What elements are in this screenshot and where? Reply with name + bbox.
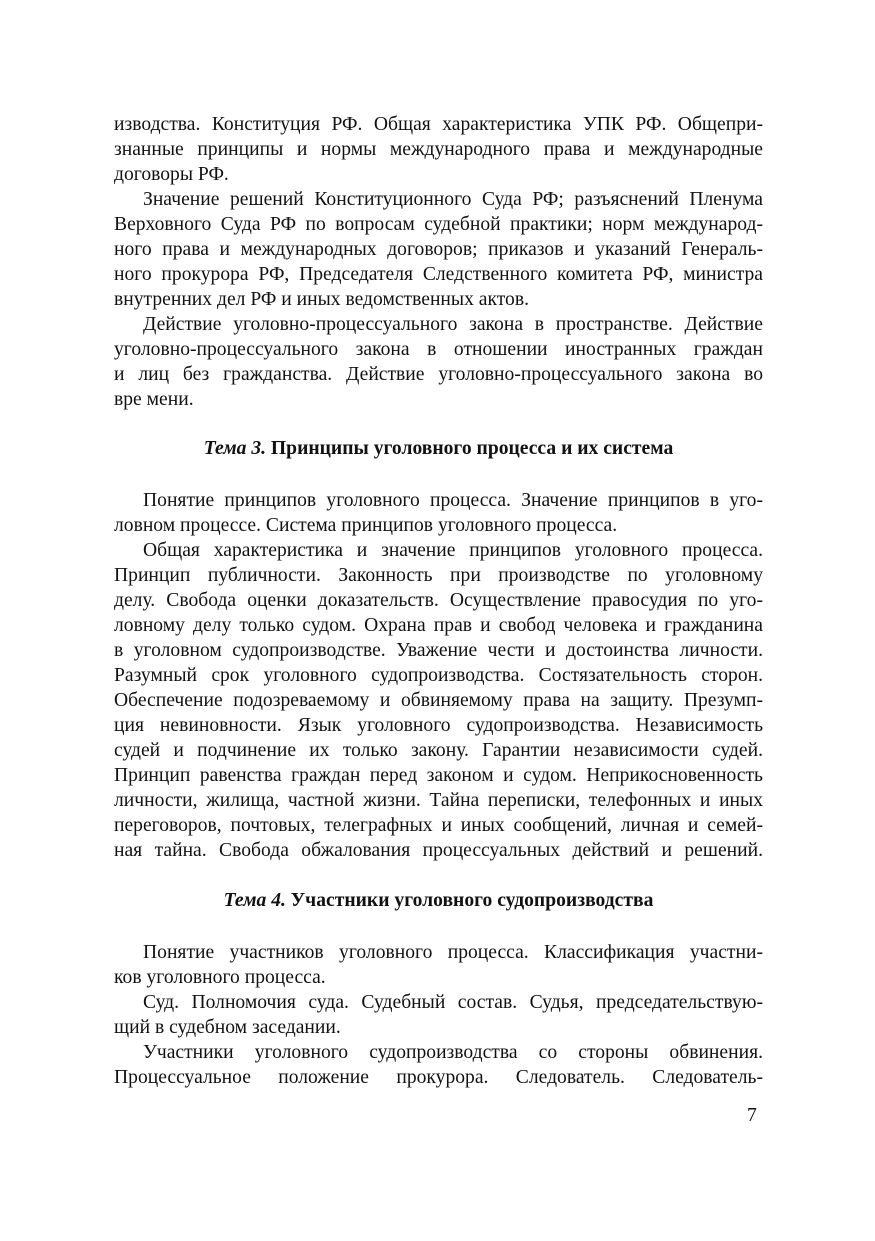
paragraph-2: [114, 187, 763, 312]
paragraph-5: [114, 538, 763, 863]
text-line: ловном процессе. Система принципов уголовного процесса.: [114, 515, 618, 536]
text-line: Участники уголовного судопроизводства со стороны обвинения.: [143, 1042, 763, 1063]
topic-3-title: Принципы уголовного процесса и их система: [266, 438, 674, 459]
text-line: договоры РФ.: [114, 164, 229, 185]
text-line: Верховного Суда РФ по вопросам судебной практики; норм международ-: [114, 214, 763, 235]
paragraph-6: [114, 940, 763, 990]
text-line: уголовно-процессуального закона в отношении иностранных граждан: [114, 339, 763, 360]
text-line: и лиц без гражданства. Действие уголовно-процессуального закона во: [114, 364, 763, 385]
text-line: Понятие участников уголовного процесса. Классификация участни-: [143, 942, 763, 963]
paragraph-4: [114, 488, 763, 538]
text-line: изводства. Конституция РФ. Общая характеристика УПК РФ. Общепри-: [114, 114, 763, 135]
text-line: делу. Свобода оценки доказательств. Осуществление правосудия по уго-: [114, 590, 763, 611]
text-line: ная тайна. Свобода обжалования процессуальных действий и решений.: [114, 840, 763, 861]
text-line: Процессуальное положение прокурора. Следователь. Следователь-: [114, 1067, 763, 1088]
paragraph-1: [114, 112, 763, 187]
text-line: вре мени.: [114, 389, 194, 410]
text-line: в уголовном судопроизводстве. Уважение чести и достоинства личности.: [114, 640, 763, 661]
text-line: ного права и международных договоров; приказов и указаний Генераль-: [114, 239, 763, 260]
text-line: Обеспечение подозреваемому и обвиняемому права на защиту. Презумп-: [114, 690, 763, 711]
text-line: Общая характеристика и значение принципов уголовного процесса.: [143, 540, 763, 561]
page-body: [114, 112, 763, 1090]
text-line: знанные принципы и нормы международного права и международные: [114, 139, 763, 160]
text-line: Принцип равенства граждан перед законом и судом. Неприкосновенность: [114, 765, 763, 786]
text-line: судей и подчинение их только закону. Гарантии независимости судей.: [114, 740, 763, 761]
text-line: ного прокурора РФ, Председателя Следственного комитета РФ, министра: [114, 264, 763, 285]
text-line: щий в судебном заседании.: [114, 1017, 341, 1038]
text-line: Понятие принципов уголовного процесса. Значение принципов в уго-: [143, 490, 763, 511]
text-line: личности, жилища, частной жизни. Тайна переписки, телефонных и иных: [114, 790, 763, 811]
text-line: ков уголовного процесса.: [114, 967, 326, 988]
text-line: Суд. Полномочия суда. Судебный состав. Судья, председательствую-: [143, 992, 763, 1013]
text-line: внутренних дел РФ и иных ведомственных актов.: [114, 289, 529, 310]
text-line: Действие уголовно-процессуального закона в пространстве. Действие: [143, 314, 763, 335]
page-number: 7: [747, 1105, 757, 1126]
text-line: Принцип публичности. Законность при производстве по уголовному: [114, 565, 763, 586]
text-line: ция невиновности. Язык уголовного судопроизводства. Независимость: [114, 715, 763, 736]
text-line: Разумный срок уголовного судопроизводства. Состязательность сторон.: [114, 665, 763, 686]
text-line: переговоров, почтовых, телеграфных и иных сообщений, личная и семей-: [114, 815, 763, 836]
text-line: ловному делу только судом. Охрана прав и свобод человека и гражданина: [114, 615, 763, 636]
text-line: Значение решений Конституционного Суда РФ; разъяснений Пленума: [143, 189, 763, 210]
paragraph-3: [114, 312, 763, 412]
topic-3-label: Тема 3.: [203, 438, 267, 459]
topic-3-heading: [114, 436, 763, 461]
topic-4-title: Участники уголовного судопроизводства: [285, 890, 654, 911]
paragraph-7: [114, 990, 763, 1040]
paragraph-8: [114, 1040, 763, 1090]
topic-4-label: Тема 4.: [223, 890, 286, 911]
topic-4-heading: [114, 888, 763, 913]
